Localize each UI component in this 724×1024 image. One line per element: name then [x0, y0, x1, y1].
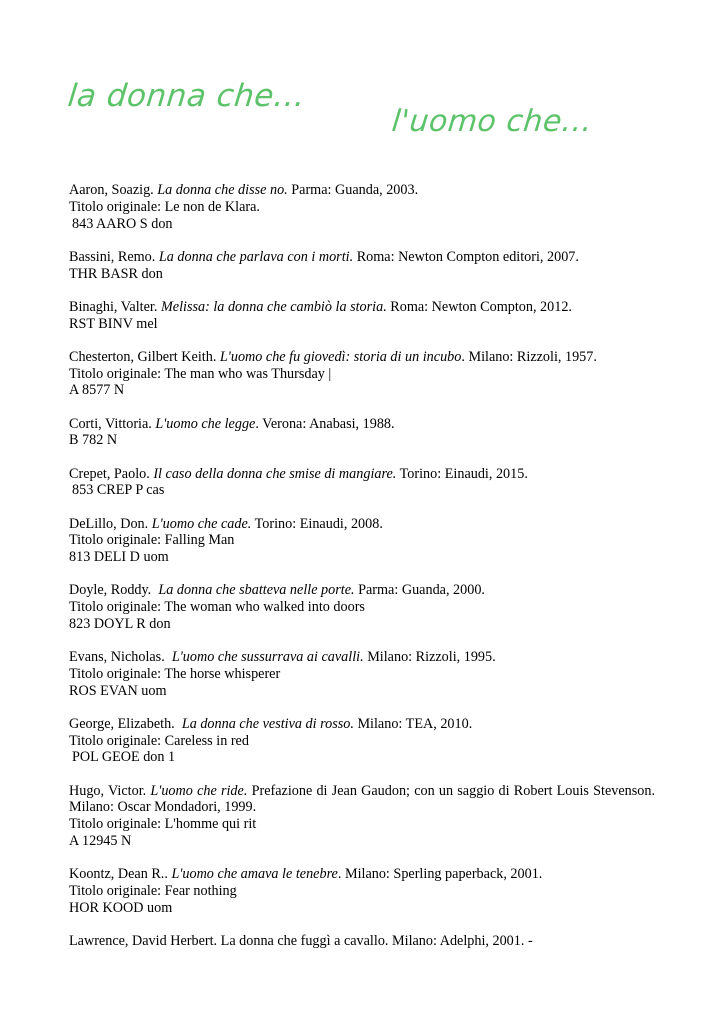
entry-author: Hugo, Victor.: [69, 782, 147, 799]
entry-title: Melissa: la donna che cambiò la storia.: [160, 298, 387, 315]
bibliography-entry: [69, 716, 655, 766]
bibliography-entry: [69, 249, 655, 283]
entry-title: L'uomo che fu giovedì: storia di un incubo: [219, 348, 462, 365]
entry-call-number: A 12945 N: [69, 833, 132, 850]
citation-line: [69, 249, 655, 266]
entry-call-number: THR BASR don: [69, 265, 163, 282]
entry-author: Koontz, Dean R..: [69, 866, 168, 883]
heading-la-donna-che: la donna che...: [66, 78, 307, 114]
entry-call-number: A 8577 N: [69, 382, 125, 399]
entry-call-number: 853 CREP P cas: [72, 482, 165, 499]
bibliography-entry: [69, 516, 655, 566]
citation-line: [69, 582, 655, 599]
entry-call-number: POL GEOE don 1: [72, 749, 176, 766]
entry-call-number: B 782 N: [69, 432, 118, 449]
entry-title: L'uomo che ride.: [150, 782, 248, 799]
entry-publication: Parma: Guanda, 2003.: [291, 182, 419, 198]
bibliography-entry: [69, 349, 655, 399]
entry-title: L'uomo che legge: [155, 415, 256, 432]
entry-author: DeLillo, Don.: [69, 515, 149, 532]
entry-publication: . Milano: Sperling paperback, 2001.: [337, 866, 543, 883]
entry-original-title: Titolo originale: L'homme qui rit: [69, 816, 257, 833]
entry-call-number: ROS EVAN uom: [69, 682, 167, 699]
citation-line: [69, 516, 655, 533]
citation-line: [69, 299, 655, 316]
entry-original-title: Titolo originale: Fear nothing: [69, 883, 237, 899]
entry-title: La donna che sbatteva nelle porte.: [158, 582, 355, 599]
bibliography-entry: [69, 783, 655, 850]
entry-title: Il caso della donna che smise di mangiare.: [153, 465, 397, 482]
entry-call-number: 813 DELI D uom: [69, 549, 169, 566]
entry-title: L'uomo che amava le tenebre: [171, 866, 338, 883]
entry-author: Bassini, Remo.: [69, 248, 156, 265]
entry-original-title: Titolo originale: The woman who walked into doors: [69, 599, 365, 616]
citation-line: [69, 466, 655, 483]
entry-title: L'uomo che sussurrava ai cavalli.: [171, 649, 364, 666]
entry-author: George, Elizabeth.: [69, 715, 175, 732]
entry-call-number: RST BINV mel: [69, 315, 158, 332]
entry-publication: . Milano: Rizzoli, 1957.: [461, 348, 597, 365]
entry-publication: Prefazione di Jean Gaudon; con un saggio di Robert Louis Stevenson. Milano: Oscar Mondadori, 1999.: [69, 782, 656, 816]
bibliography-entry: [69, 182, 655, 232]
entry-original-title: Titolo originale: The man who was Thursday |: [69, 365, 332, 382]
bibliography-entry: [69, 299, 655, 333]
entry-publication: Roma: Newton Compton editori, 2007.: [356, 248, 579, 265]
entry-author: Binaghi, Valter.: [69, 298, 158, 315]
bibliography-entry: [69, 582, 655, 632]
entry-title: La donna che parlava con i morti.: [158, 248, 354, 265]
entry-original-title: Titolo originale: Careless in red: [69, 732, 249, 749]
bibliography-entry: [69, 466, 655, 500]
entry-original-title: Titolo originale: Falling Man: [69, 532, 235, 549]
entry-publication: Parma: Guanda, 2000.: [358, 582, 485, 599]
entry-author: Evans, Nicholas.: [69, 649, 165, 666]
citation-line: [69, 716, 655, 733]
bibliography-entry: [69, 416, 655, 450]
entry-title: L'uomo che cade.: [151, 515, 252, 532]
entry-original-title: Titolo originale: The horse whisperer: [69, 665, 281, 682]
entry-author: Aaron, Soazig.: [69, 182, 154, 198]
bibliography-entry: [69, 933, 655, 950]
entry-publication: . Verona: Anabasi, 1988.: [255, 415, 395, 432]
entry-publication: Torino: Einaudi, 2015.: [399, 465, 528, 482]
entry-call-number: HOR KOOD uom: [69, 899, 173, 916]
bibliography-entry: [69, 649, 655, 699]
entry-publication: Milano: TEA, 2010.: [357, 715, 473, 732]
entry-author: Chesterton, Gilbert Keith.: [69, 348, 217, 365]
entry-title: La donna che vestiva di rosso.: [181, 715, 354, 732]
citation-line: [69, 783, 655, 817]
entry-publication: Torino: Einaudi, 2008.: [254, 515, 383, 532]
citation-line: Lawrence, David Herbert. La donna che fuggì a cavallo. Milano: Adelphi, 2001. -: [69, 932, 533, 949]
bibliography-entry: [69, 866, 655, 916]
entry-call-number: 823 DOYL R don: [69, 615, 171, 632]
entry-author: Crepet, Paolo.: [69, 465, 150, 482]
citation-line: [69, 182, 655, 199]
entry-call-number: 843 AARO S don: [72, 215, 173, 232]
citation-line: [69, 649, 655, 666]
citation-line: [69, 866, 655, 883]
bibliography-list: [69, 182, 655, 966]
entry-author: Doyle, Roddy.: [69, 582, 152, 599]
citation-line: [69, 416, 655, 433]
entry-title: La donna che disse no.: [157, 182, 288, 198]
entry-publication: Milano: Rizzoli, 1995.: [367, 649, 496, 666]
entry-original-title: Titolo originale: Le non de Klara.: [69, 198, 260, 215]
citation-line: [69, 349, 655, 366]
entry-publication: Roma: Newton Compton, 2012.: [390, 298, 572, 315]
entry-author: Corti, Vittoria.: [69, 415, 152, 432]
heading-luomo-che: l'uomo che...: [390, 104, 594, 139]
